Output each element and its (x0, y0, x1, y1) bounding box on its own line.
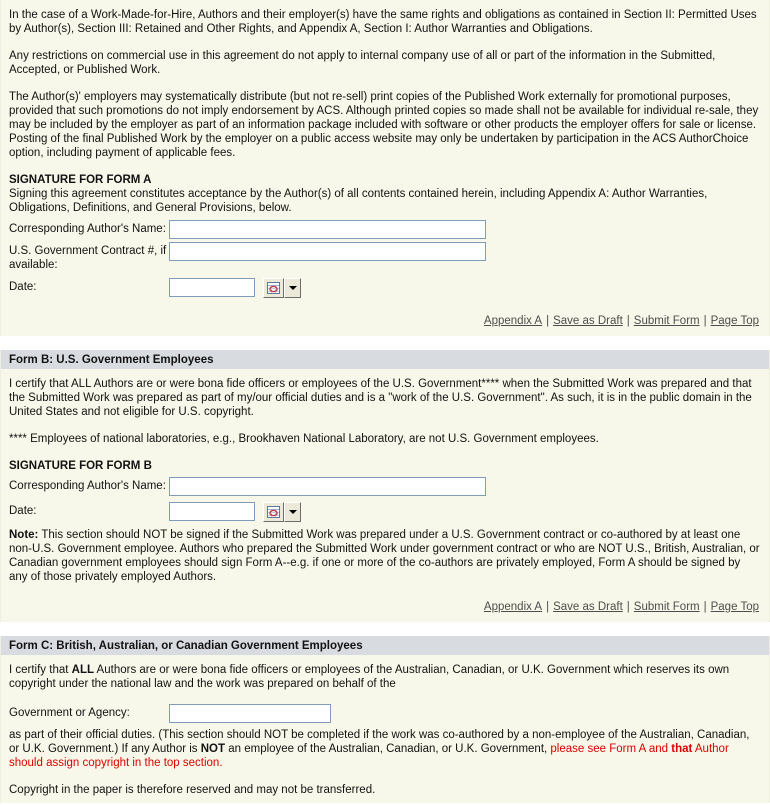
form-a-contract-row (9, 242, 761, 272)
form-a-date-row (9, 278, 761, 298)
link-separator: | (703, 315, 707, 327)
commercial-use-paragraph: Any restrictions on commercial use in this agreement do not apply to internal company use of all or part of the information in the Submitted, Accepted, or Published Work. (9, 50, 716, 76)
form-b-name-row (9, 477, 761, 496)
form-a-section (0, 0, 770, 336)
form-b-section (0, 350, 770, 622)
page-top-link[interactable]: Page Top (710, 601, 759, 613)
form-a-name-input[interactable] (169, 220, 486, 239)
form-a-links-row (9, 314, 761, 328)
calendar-dropdown-button[interactable] (284, 278, 301, 298)
form-c-copyright-paragraph: Copyright in the paper is therefore reserved and may not be transferred. (9, 784, 376, 796)
appendix-a-link[interactable]: Appendix A (483, 315, 543, 327)
signature-form-a-heading: SIGNATURE FOR FORM A (9, 174, 152, 186)
form-a-contract-input[interactable] (169, 242, 486, 261)
form-b-date-row (9, 502, 761, 522)
form-b-name-input[interactable] (169, 477, 486, 496)
form-b-note-paragraph: Note: This section should NOT be signed if the Submitted Work was prepared under a U.S. Government contract or co-authored by at least one non-U.S. Government employee. Authors who prepared the Submitted Work under government contract or who are NOT U.S., British, Australian, or Canadian government employees should sign Form A--e.g. if one or more of the co-authors are privately employed, Form A should be signed by any of those privately employed Authors. (9, 529, 760, 583)
form-c-certify-paragraph: I certify that ALL Authors are or were bona fide officers or employees of the Australian, Canadian, or U.K. Government which reserves its own copyright under the national law and the work was prepared on behalf of the (9, 664, 730, 690)
link-separator: | (703, 601, 707, 613)
form-b-footnote: **** Employees of national laboratories, e.g., Brookhaven National Laboratory, are not U.S. Government employees. (9, 433, 599, 445)
section-gap (0, 622, 770, 636)
signature-form-b-heading: SIGNATURE FOR FORM B (9, 460, 152, 472)
save-as-draft-link[interactable]: Save as Draft (553, 601, 623, 613)
employers-distribution-paragraph: The Author(s)' employers may systematically distribute (but not re-sell) print copies of the Published Work externally for promotional purposes, provided that such promotions do not imply endorsement by ACS. Although printed copies so made shall not be available for individual re-sale, they may be included by the employer as part of an information package included with software or other products the employer offers for sale or license. Posting of the final Published Work by the employer on a public access website may only be undertaken by participation in the ACS AuthorChoice option, including payment of applicable fees. (9, 91, 759, 159)
form-a-datepicker (263, 278, 301, 298)
form-b-header: Form B: U.S. Government Employees (1, 350, 769, 369)
chevron-down-icon (289, 286, 297, 290)
link-separator: | (626, 315, 630, 327)
form-c-agency-input[interactable] (169, 704, 331, 723)
work-made-for-hire-paragraph: In the case of a Work-Made-for-Hire, Authors and their employer(s) have the same rights and obligations as contained in Section II: Permitted Uses by Author(s), Section III: Retained and Other Rights, and Appendix A, Section I: Author Warranties and Obligations. (9, 9, 757, 35)
form-b-name-label: Corresponding Author's Name: (9, 480, 166, 492)
link-separator: | (546, 601, 550, 613)
form-c-agency-label: Government or Agency: (9, 707, 130, 719)
form-a-name-row (9, 220, 761, 239)
save-as-draft-link[interactable]: Save as Draft (553, 315, 623, 327)
form-b-datepicker (263, 502, 301, 522)
link-separator: | (626, 601, 630, 613)
section-gap (0, 336, 770, 350)
calendar-dropdown-button[interactable] (284, 502, 301, 522)
form-a-contract-label: U.S. Government Contract #, if available: (9, 245, 167, 271)
submit-form-link[interactable]: Submit Form (633, 315, 700, 327)
chevron-down-icon (289, 510, 297, 514)
submit-form-link[interactable]: Submit Form (633, 601, 700, 613)
calendar-icon (267, 506, 280, 518)
form-b-date-label: Date: (9, 505, 37, 517)
form-a-date-label: Date: (9, 281, 37, 293)
calendar-button[interactable] (263, 278, 284, 298)
form-b-certify-paragraph: I certify that ALL Authors are or were bona fide officers or employees of the U.S. Government**** when the Submitted Work was prepared and that the Submitted Work was prepared as part of my/our official duties and is a "work of the U.S. Government". As such, it is in the public domain in the United States and not eligible for U.S. copyright. (9, 378, 752, 418)
form-a-name-label: Corresponding Author's Name: (9, 223, 166, 235)
signature-form-a-text: Signing this agreement constitutes acceptance by the Author(s) of all contents contained herein, including Appendix A: Author Warranties, Obligations, Definitions, and General Provisions, below. (9, 188, 708, 214)
form-a-date-input[interactable] (169, 278, 255, 297)
calendar-button[interactable] (263, 502, 284, 522)
form-c-duties-paragraph: as part of their official duties. (This section should NOT be completed if the work was co-authored by a non-employee of the Australian, Canadian, or U.K. Government.) If any Author is NOT an employee of the Australian, Canadian, or U.K. Government, please see Form A and that Author should assign copyright in the top section. (9, 729, 750, 769)
link-separator: | (546, 315, 550, 327)
form-c-agency-row (9, 704, 761, 723)
form-b-links-row (9, 600, 761, 614)
form-c-header: Form C: British, Australian, or Canadian Government Employees (1, 636, 769, 655)
calendar-icon (267, 282, 280, 294)
form-c-section (0, 636, 770, 803)
appendix-a-link[interactable]: Appendix A (483, 601, 543, 613)
form-b-date-input[interactable] (169, 502, 255, 521)
page-top-link[interactable]: Page Top (710, 315, 759, 327)
